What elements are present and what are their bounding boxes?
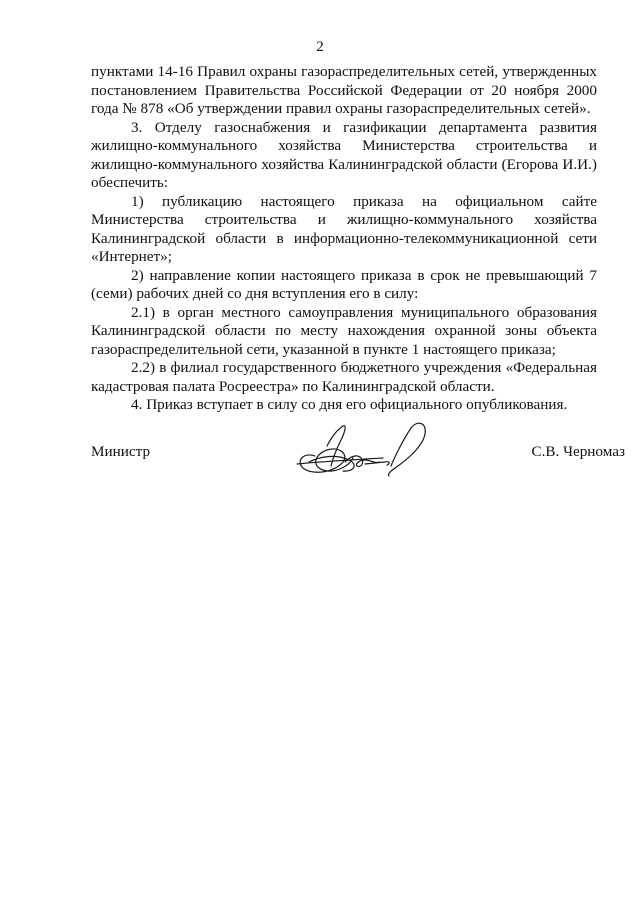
handwritten-signature xyxy=(287,416,437,480)
paragraph-item-4: 4. Приказ вступает в силу со дня его официального опубликования. xyxy=(131,396,568,413)
position-title: Министр xyxy=(91,443,151,460)
paragraph-subitem-1: 1) публикацию настоящего приказа на официальном сайте Министерства строительства и жилищно-коммунального хозяйства Калининградской области в информационно-телекоммуникационной сети «Интернет»; xyxy=(91,192,597,265)
paragraph-subitem-2-2: 2.2) в филиал государственного бюджетного учреждения «Федеральная кадастровая палата Росреестра» по Калининградской области. xyxy=(91,359,597,395)
document-body xyxy=(91,63,597,415)
paragraph-item-3: 3. Отделу газоснабжения и газификации департамента развития жилищно-коммунального хозяйства Министерства строительства и жилищно-коммунального хозяйства Калининградской области (Егорова И.И.) обеспечить: xyxy=(91,118,597,191)
paragraph-continuation: пунктами 14-16 Правил охраны газораспределительных сетей, утвержденных постановлением Правительства Российской Федерации от 20 ноября 2000 года № 878 «Об утверждении правил охраны газораспределительных сетей». xyxy=(91,63,597,117)
paragraph-subitem-2: 2) направление копии настоящего приказа в срок не превышающий 7 (семи) рабочих дней со дня вступления его в силу: xyxy=(91,266,597,302)
signer-name: С.В. Черномаз xyxy=(531,443,625,460)
paragraph-subitem-2-1: 2.1) в орган местного самоуправления муниципального образования Калининградской области по месту нахождения охранной зоны объекта газораспределительной сети, указанной в пункте 1 настоящего приказа; xyxy=(91,303,597,358)
signature-block xyxy=(91,416,625,486)
page-number: 2 xyxy=(316,39,324,55)
